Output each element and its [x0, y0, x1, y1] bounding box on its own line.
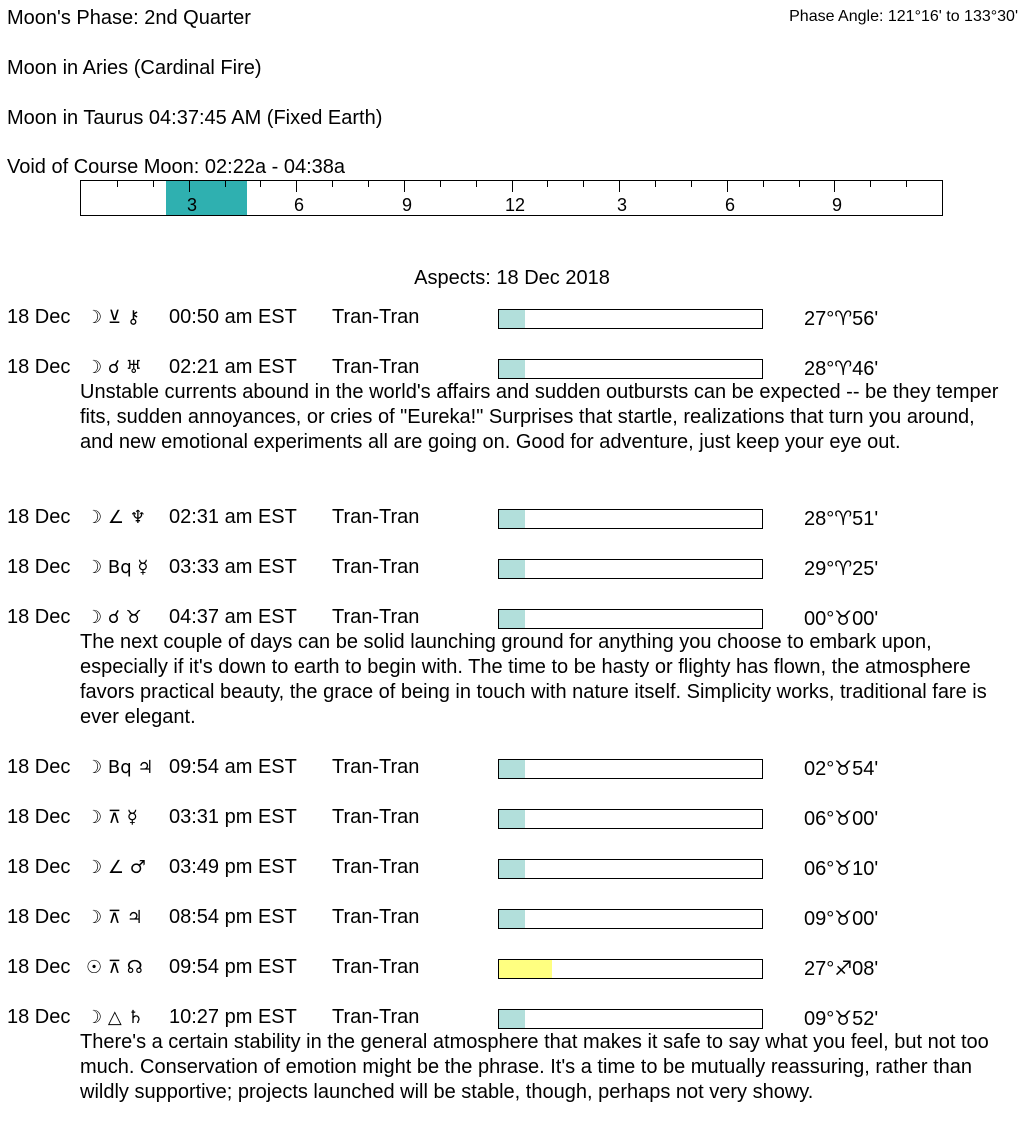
aspect-row — [7, 356, 1017, 380]
moon-phase: Moon's Phase: 2nd Quarter — [7, 7, 251, 29]
moon-sign: Moon in Aries (Cardinal Fire) — [7, 57, 262, 79]
moon-sign-change: Moon in Taurus 04:37:45 AM (Fixed Earth) — [7, 107, 383, 129]
aspect-type: Tran-Tran — [332, 356, 420, 378]
aspect-description: Unstable currents abound in the world's affairs and sudden outbursts can be expected -- be they temper fits, sudden annoyances, or cries of "Eureka!" Surprises that startle, realizations that turn you around, and new emotional experiments all are going on. Good for adventure, just keep your eye out. — [80, 381, 999, 453]
timeline-tick — [368, 181, 369, 187]
aspect-time: 02:31 am EST — [169, 506, 297, 528]
aspect-type: Tran-Tran — [332, 956, 420, 978]
aspect-position: 02°♉54' — [804, 758, 879, 780]
aspects-title: Aspects: 18 Dec 2018 — [414, 267, 610, 289]
timeline-tick — [906, 181, 907, 187]
timeline-hour-label: 6 — [293, 195, 305, 215]
aspect-date: 18 Dec — [7, 306, 71, 328]
aspect-strength-fill — [499, 610, 525, 628]
void-of-course: Void of Course Moon: 02:22a - 04:38a — [7, 156, 346, 178]
aspect-type: Tran-Tran — [332, 506, 420, 528]
aspect-glyphs: ☽ ☌ ♉ — [86, 607, 142, 628]
timeline-tick — [260, 181, 261, 187]
aspect-row — [7, 856, 1017, 880]
aspect-row — [7, 806, 1017, 830]
timeline-tick — [440, 181, 441, 187]
aspect-strength-bar — [498, 309, 763, 329]
aspect-strength-fill — [499, 960, 552, 978]
aspect-strength-bar — [498, 959, 763, 979]
timeline-hour-label: 3 — [616, 195, 628, 215]
aspect-type: Tran-Tran — [332, 556, 420, 578]
aspect-strength-fill — [499, 360, 525, 378]
timeline-hour-label: 9 — [401, 195, 413, 215]
timeline-tick — [153, 181, 154, 187]
void-period-fill — [166, 181, 247, 215]
aspect-position: 28°♈51' — [804, 508, 879, 530]
aspect-row — [7, 906, 1017, 930]
aspect-position: 06°♉00' — [804, 808, 879, 830]
timeline-tick — [727, 181, 728, 192]
timeline-tick — [547, 181, 548, 187]
aspect-strength-fill — [499, 510, 525, 528]
aspect-strength-fill — [499, 910, 525, 928]
aspect-strength-fill — [499, 560, 525, 578]
aspect-type: Tran-Tran — [332, 1006, 420, 1028]
aspect-description: There's a certain stability in the general atmosphere that makes it safe to say what you feel, but not too much. Conservation of emotion might be the phrase. It's a time to be mutually reassuring, rather than wildly supportive; projects launched will be stable, though, perhaps not very showy. — [80, 1031, 989, 1103]
aspect-strength-fill — [499, 760, 525, 778]
aspect-position: 28°♈46' — [804, 358, 879, 380]
timeline-tick — [404, 181, 405, 192]
timeline-tick — [583, 181, 584, 187]
aspect-strength-fill — [499, 1010, 525, 1028]
aspect-position: 06°♉10' — [804, 858, 879, 880]
aspect-strength-bar — [498, 1009, 763, 1029]
timeline-hour-label: 6 — [724, 195, 736, 215]
aspect-row — [7, 1006, 1017, 1030]
aspect-time: 10:27 pm EST — [169, 1006, 297, 1028]
timeline-tick — [870, 181, 871, 187]
aspect-type: Tran-Tran — [332, 806, 420, 828]
aspect-date: 18 Dec — [7, 856, 71, 878]
timeline-hour-label: 3 — [186, 195, 198, 215]
aspect-strength-bar — [498, 609, 763, 629]
aspect-row — [7, 306, 1017, 330]
aspect-time: 04:37 am EST — [169, 606, 297, 628]
aspect-glyphs: ☽ Bq ☿ — [86, 557, 149, 578]
aspect-position: 00°♉00' — [804, 608, 879, 630]
aspect-strength-fill — [499, 310, 525, 328]
aspect-glyphs: ☽ △ ♄ — [86, 1007, 144, 1028]
aspect-glyphs: ☽ ∠ ♆ — [86, 507, 146, 528]
aspect-position: 29°♈25' — [804, 558, 879, 580]
timeline-tick — [619, 181, 620, 192]
timeline-tick — [296, 181, 297, 192]
aspect-glyphs: ☽ Bq ♃ — [86, 757, 154, 778]
aspect-time: 09:54 am EST — [169, 756, 297, 778]
aspect-row — [7, 556, 1017, 580]
aspect-strength-bar — [498, 359, 763, 379]
aspect-row — [7, 606, 1017, 630]
aspect-time: 03:31 pm EST — [169, 806, 297, 828]
aspect-glyphs: ☽ ⊼ ☿ — [86, 807, 138, 828]
aspect-position: 09°♉52' — [804, 1008, 879, 1030]
aspect-position: 27°♈56' — [804, 308, 879, 330]
aspect-date: 18 Dec — [7, 606, 71, 628]
aspect-strength-bar — [498, 809, 763, 829]
aspect-glyphs: ☉ ⊼ ☊ — [86, 957, 143, 978]
aspect-strength-bar — [498, 759, 763, 779]
aspect-row — [7, 756, 1017, 780]
timeline-tick — [476, 181, 477, 187]
timeline-tick — [799, 181, 800, 187]
aspect-time: 08:54 pm EST — [169, 906, 297, 928]
timeline-tick — [691, 181, 692, 187]
aspect-strength-bar — [498, 859, 763, 879]
timeline-tick — [117, 181, 118, 187]
aspect-date: 18 Dec — [7, 806, 71, 828]
aspect-glyphs: ☽ ⊻ ⚷ — [86, 307, 140, 328]
aspect-type: Tran-Tran — [332, 606, 420, 628]
aspect-position: 09°♉00' — [804, 908, 879, 930]
aspect-date: 18 Dec — [7, 506, 71, 528]
aspect-type: Tran-Tran — [332, 906, 420, 928]
aspect-glyphs: ☽ ☌ ♅ — [86, 357, 142, 378]
timeline-tick — [834, 181, 835, 192]
aspect-date: 18 Dec — [7, 756, 71, 778]
aspect-type: Tran-Tran — [332, 856, 420, 878]
aspect-description: The next couple of days can be solid launching ground for anything you choose to embark upon, especially if it's down to earth to begin with. The time to be hasty or flighty has flown, the atmosphere favors practical beauty, the grace of being in touch with nature itself. Simplicity works, traditional fare is ever elegant. — [80, 631, 987, 728]
aspect-time: 00:50 am EST — [169, 306, 297, 328]
aspect-position: 27°♐08' — [804, 958, 879, 980]
aspect-strength-bar — [498, 559, 763, 579]
aspect-strength-fill — [499, 810, 525, 828]
aspect-row — [7, 956, 1017, 980]
aspect-glyphs: ☽ ∠ ♂ — [86, 857, 146, 878]
aspect-date: 18 Dec — [7, 906, 71, 928]
timeline-tick — [189, 181, 190, 192]
void-timeline — [80, 180, 943, 216]
aspect-strength-bar — [498, 509, 763, 529]
timeline-tick — [655, 181, 656, 187]
timeline-tick — [225, 181, 226, 187]
aspect-type: Tran-Tran — [332, 306, 420, 328]
aspect-time: 03:33 am EST — [169, 556, 297, 578]
aspect-strength-fill — [499, 860, 525, 878]
aspect-time: 09:54 pm EST — [169, 956, 297, 978]
aspect-glyphs: ☽ ⊼ ♃ — [86, 907, 143, 928]
aspect-strength-bar — [498, 909, 763, 929]
timeline-hour-label: 12 — [504, 195, 526, 215]
timeline-hour-label: 9 — [831, 195, 843, 215]
timeline-tick — [332, 181, 333, 187]
timeline-tick — [763, 181, 764, 187]
aspect-time: 03:49 pm EST — [169, 856, 297, 878]
aspect-row — [7, 506, 1017, 530]
aspect-date: 18 Dec — [7, 1006, 71, 1028]
aspect-time: 02:21 am EST — [169, 356, 297, 378]
phase-angle: Phase Angle: 121°16' to 133°30' — [789, 8, 1018, 25]
aspect-date: 18 Dec — [7, 956, 71, 978]
aspect-date: 18 Dec — [7, 556, 71, 578]
timeline-tick — [512, 181, 513, 192]
aspect-date: 18 Dec — [7, 356, 71, 378]
aspect-type: Tran-Tran — [332, 756, 420, 778]
